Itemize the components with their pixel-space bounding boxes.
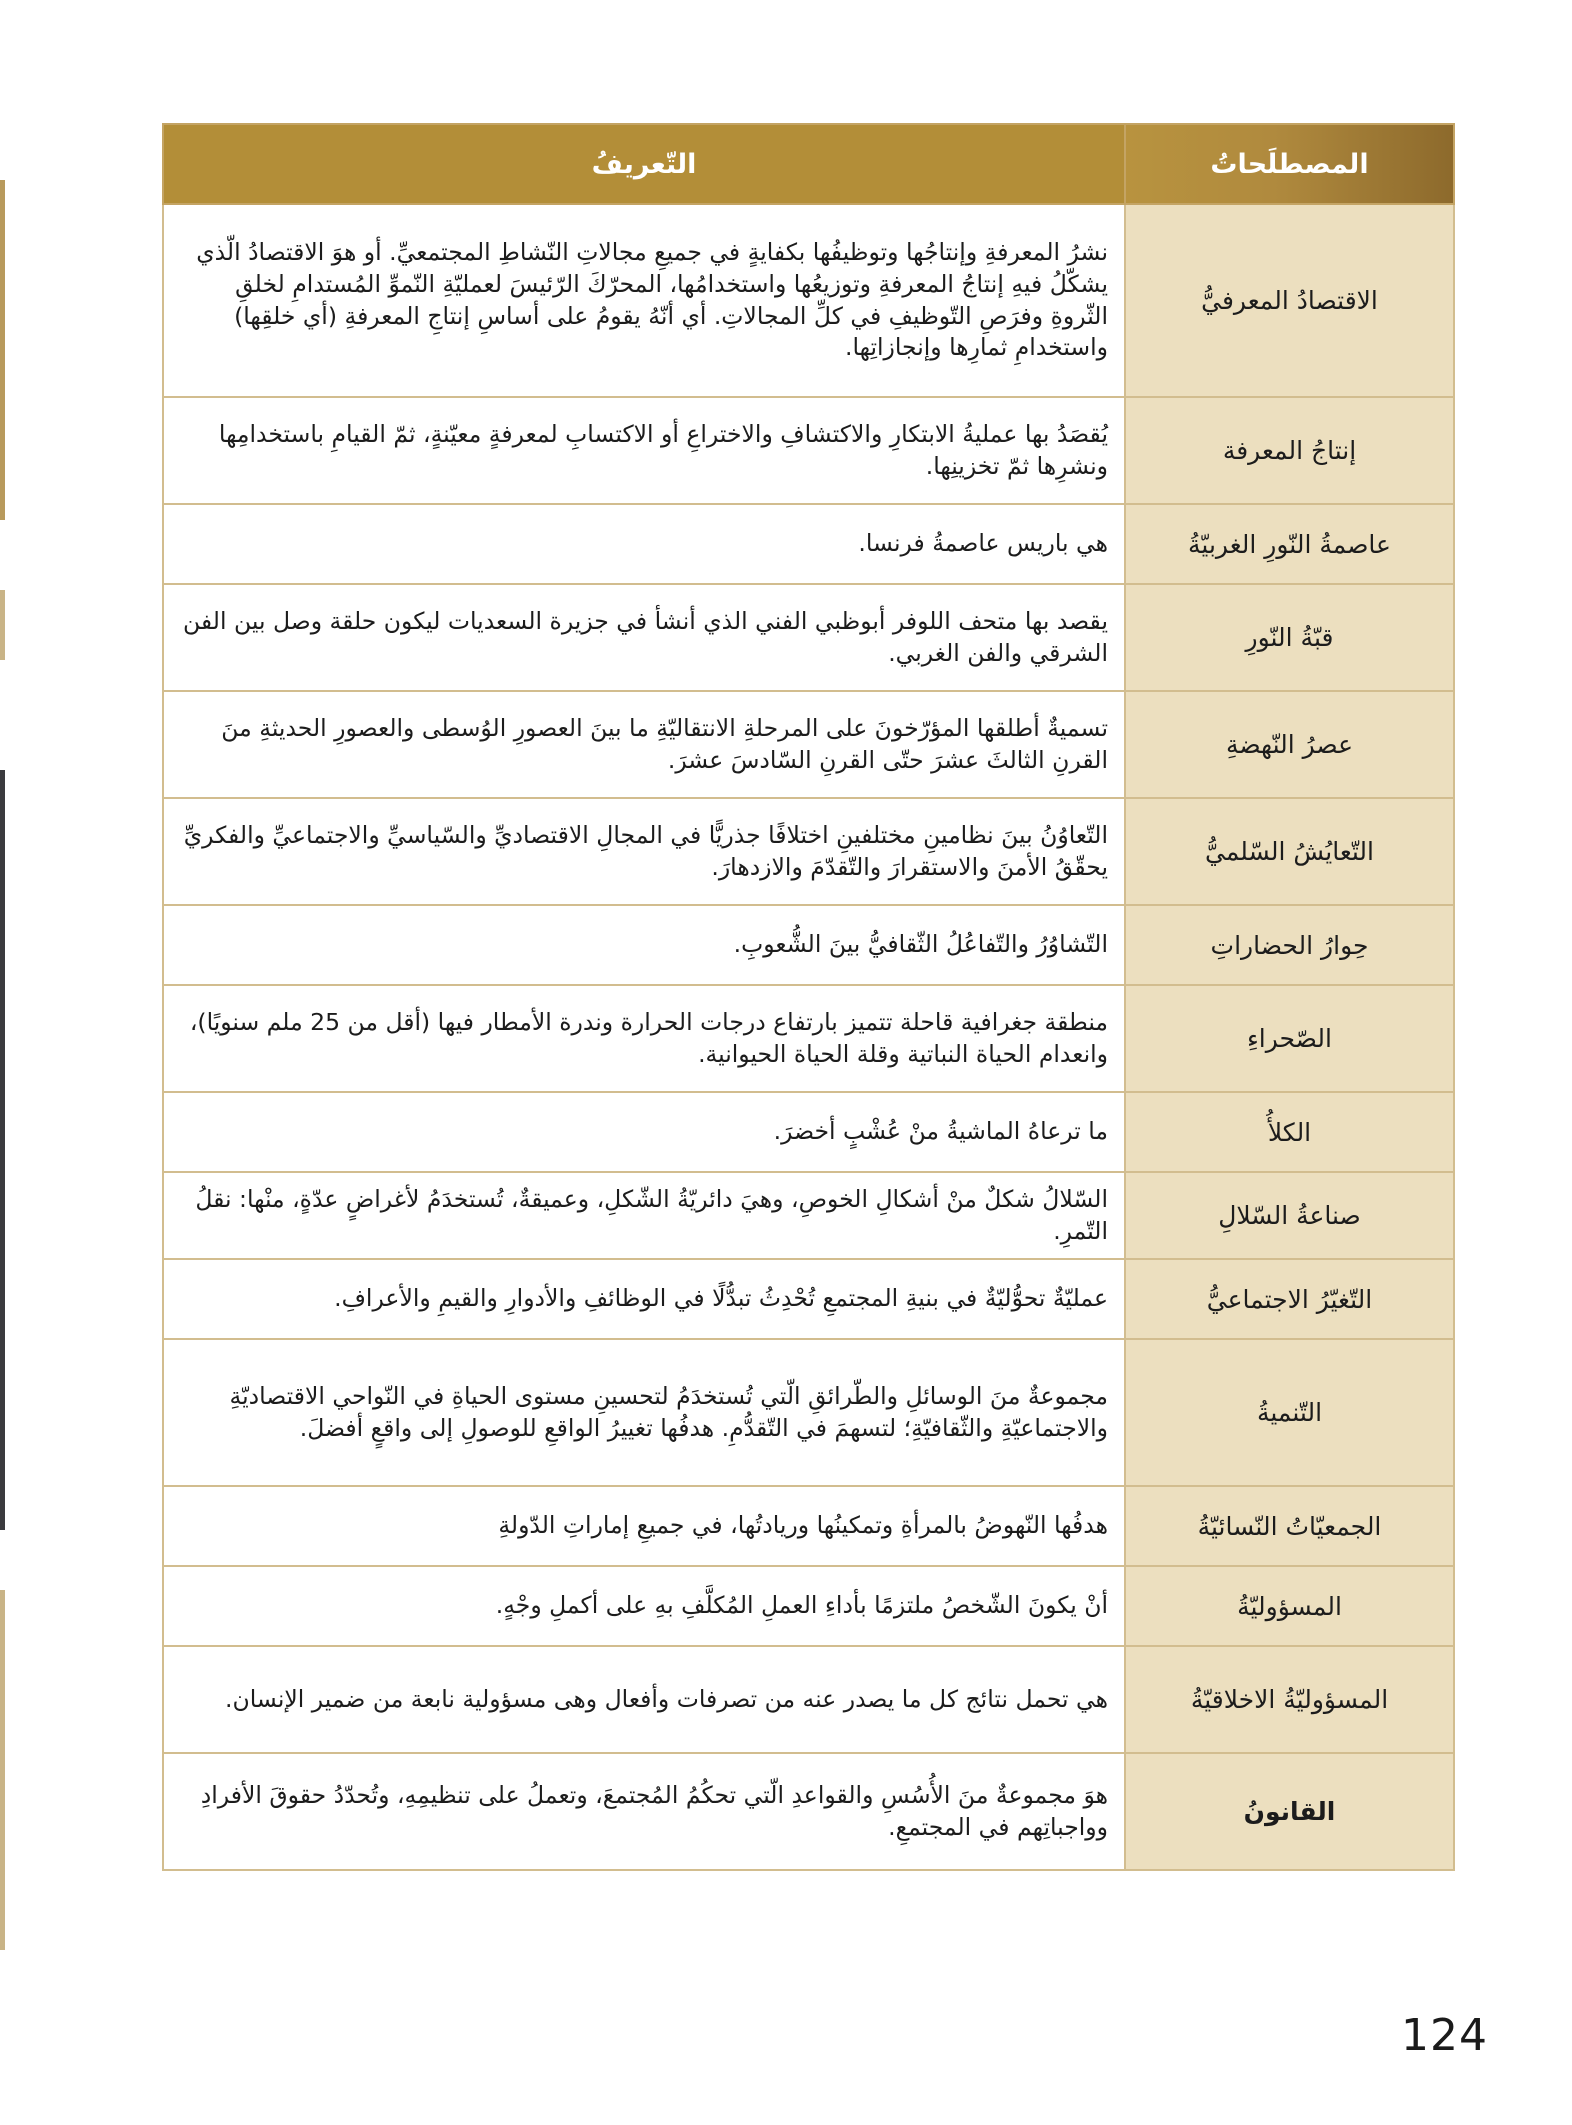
definition-cell: التّشاوُرُ والتّفاعُلُ الثّقافيُّ بينَ الشُّعوبِ. xyxy=(163,905,1125,985)
table-row xyxy=(163,1486,1454,1566)
table-row xyxy=(163,1646,1454,1753)
table-row xyxy=(163,204,1454,397)
adjacent-page-edge xyxy=(0,180,5,520)
definition-cell: يقصد بها متحف اللوفر أبوظبي الفني الذي أنشأ في جزيرة السعديات ليكون حلقة وصل بين الفن الشرقي والفن الغربي. xyxy=(163,584,1125,691)
term-cell: صناعةُ السّلالِ xyxy=(1125,1172,1454,1259)
term-cell: التّعايُشُ السّلميُّ xyxy=(1125,798,1454,905)
table-row xyxy=(163,1259,1454,1339)
header-row xyxy=(163,124,1454,204)
table-row xyxy=(163,584,1454,691)
definition-cell: نشرُ المعرفةِ وإنتاجُها وتوظيفُها بكفايةٍ في جميعِ مجالاتِ النّشاطِ المجتمعيِّ. أو هوَ الاقتصادُ الّذي يشكّلُ فيهِ إنتاجُ المعرفةِ وتوزيعُها واستخدامُها، المحرّكَ الرّئيسَ لعمليّةِ النّموِّ المُستدامِ لخلقِ الثّروةِ وفرَصِ التّوظيفِ في كلِّ المجالاتِ. أي أنّهُ يقومُ على أساسِ إنتاجِ المعرفةِ (أي خلقِها) واستخدامِ ثمارِها وإنجازاتِها. xyxy=(163,204,1125,397)
term-cell: التّغيّرُ الاجتماعيُّ xyxy=(1125,1259,1454,1339)
definition-cell: هوَ مجموعةٌ منَ الأُسُسِ والقواعدِ الّتي تحكُمُ المُجتمعَ، وتعملُ على تنظيمِهِ، وتُحدّدُ حقوقَ الأفرادِ وواجباتِهم في المجتمعِ. xyxy=(163,1753,1125,1870)
term-cell: الجمعيّاتُ النّسائيّةُ xyxy=(1125,1486,1454,1566)
adjacent-page-edge xyxy=(0,1590,5,1950)
page-number: 124 xyxy=(1401,2010,1488,2061)
adjacent-page-edge xyxy=(0,770,5,1530)
definition-cell: ما ترعاهُ الماشيةُ منْ عُشْبٍ أخضرَ. xyxy=(163,1092,1125,1172)
adjacent-page-edge xyxy=(0,590,5,660)
definition-cell: هي تحمل نتائج كل ما يصدر عنه من تصرفات وأفعال وهى مسؤولية نابعة من ضمير الإنسان. xyxy=(163,1646,1125,1753)
header-definition: التّعريفُ xyxy=(163,124,1125,204)
definition-cell: أنْ يكونَ الشّخصُ ملتزمًا بأداءِ العملِ المُكلَّفِ بهِ على أكملِ وجْهٍ. xyxy=(163,1566,1125,1646)
term-cell: الاقتصادُ المعرفيُّ xyxy=(1125,204,1454,397)
table-row xyxy=(163,1092,1454,1172)
term-cell: المسؤوليّةُ الاخلاقيّةُ xyxy=(1125,1646,1454,1753)
table-row xyxy=(163,798,1454,905)
definition-cell: هدفُها النّهوضُ بالمرأةِ وتمكينُها وريادتُها، في جميعِ إماراتِ الدّولةِ xyxy=(163,1486,1125,1566)
definition-cell: تسميةٌ أطلقها المؤرّخونَ على المرحلةِ الانتقاليّةِ ما بينَ العصورِ الوُسطى والعصورِ الحديثةِ منَ القرنِ الثالثَ عشرَ حتّى القرنِ السّادسَ عشرَ. xyxy=(163,691,1125,798)
definition-cell: يُقصَدُ بها عمليةُ الابتكارِ والاكتشافِ والاختراعِ أو الاكتسابِ لمعرفةٍ معيّنةٍ، ثمّ القيامِ باستخدامِها ونشرِها ثمّ تخزينِها. xyxy=(163,397,1125,504)
table-row xyxy=(163,1566,1454,1646)
glossary-table xyxy=(162,123,1455,1871)
term-cell: قبّةُ النّورِ xyxy=(1125,584,1454,691)
term-cell: الكلأُ xyxy=(1125,1092,1454,1172)
term-cell: المسؤوليّةُ xyxy=(1125,1566,1454,1646)
term-cell: عاصمةُ النّورِ الغربيّةُ xyxy=(1125,504,1454,584)
definition-cell: هي باريس عاصمةُ فرنسا. xyxy=(163,504,1125,584)
table-row xyxy=(163,1172,1454,1259)
definition-cell: التّعاوُنُ بينَ نظامينِ مختلفينِ اختلافًا جذريًّا في المجالِ الاقتصاديِّ والسّياسيِّ والاجتماعيِّ والفكريِّ يحقّقُ الأمنَ والاستقرارَ والتّقدّمَ والازدهارَ. xyxy=(163,798,1125,905)
term-cell: عصرُ النّهضةِ xyxy=(1125,691,1454,798)
term-cell: القانونُ xyxy=(1125,1753,1454,1870)
term-cell: إنتاجُ المعرفة xyxy=(1125,397,1454,504)
definition-cell: السّلالُ شكلٌ منْ أشكالِ الخوصِ، وهيَ دائريّةُ الشّكلِ، وعميقةٌ، تُستخدَمُ لأغراضٍ عدّةٍ، منْها: نقلُ التّمرِ. xyxy=(163,1172,1125,1259)
table-row xyxy=(163,691,1454,798)
term-cell: التّنميةُ xyxy=(1125,1339,1454,1486)
table-row xyxy=(163,985,1454,1092)
table-row xyxy=(163,397,1454,504)
table-row xyxy=(163,1753,1454,1870)
table-row xyxy=(163,905,1454,985)
header-term: المصطلَحاتُ xyxy=(1125,124,1454,204)
term-cell: الصّحراءِ xyxy=(1125,985,1454,1092)
definition-cell: عمليّةٌ تحوُّليّةٌ في بنيةِ المجتمعِ تُحْدِثُ تبدُّلًا في الوظائفِ والأدوارِ والقيمِ والأعرافِ. xyxy=(163,1259,1125,1339)
table-row xyxy=(163,504,1454,584)
term-cell: حِوارُ الحضاراتِ xyxy=(1125,905,1454,985)
table-row xyxy=(163,1339,1454,1486)
definition-cell: مجموعةٌ منَ الوسائلِ والطّرائقِ الّتي تُستخدَمُ لتحسينِ مستوى الحياةِ في النّواحي الاقتصاديّةِ والاجتماعيّةِ والثّقافيّةِ؛ لتسهمَ في التّقدُّمِ. هدفُها تغييرُ الواقعِ للوصولِ إلى واقعٍ أفضلَ. xyxy=(163,1339,1125,1486)
definition-cell: منطقة جغرافية قاحلة تتميز بارتفاع درجات الحرارة وندرة الأمطار فيها (أقل من 25 ملم سنويًا)، وانعدام الحياة النباتية وقلة الحياة الحيوانية. xyxy=(163,985,1125,1092)
